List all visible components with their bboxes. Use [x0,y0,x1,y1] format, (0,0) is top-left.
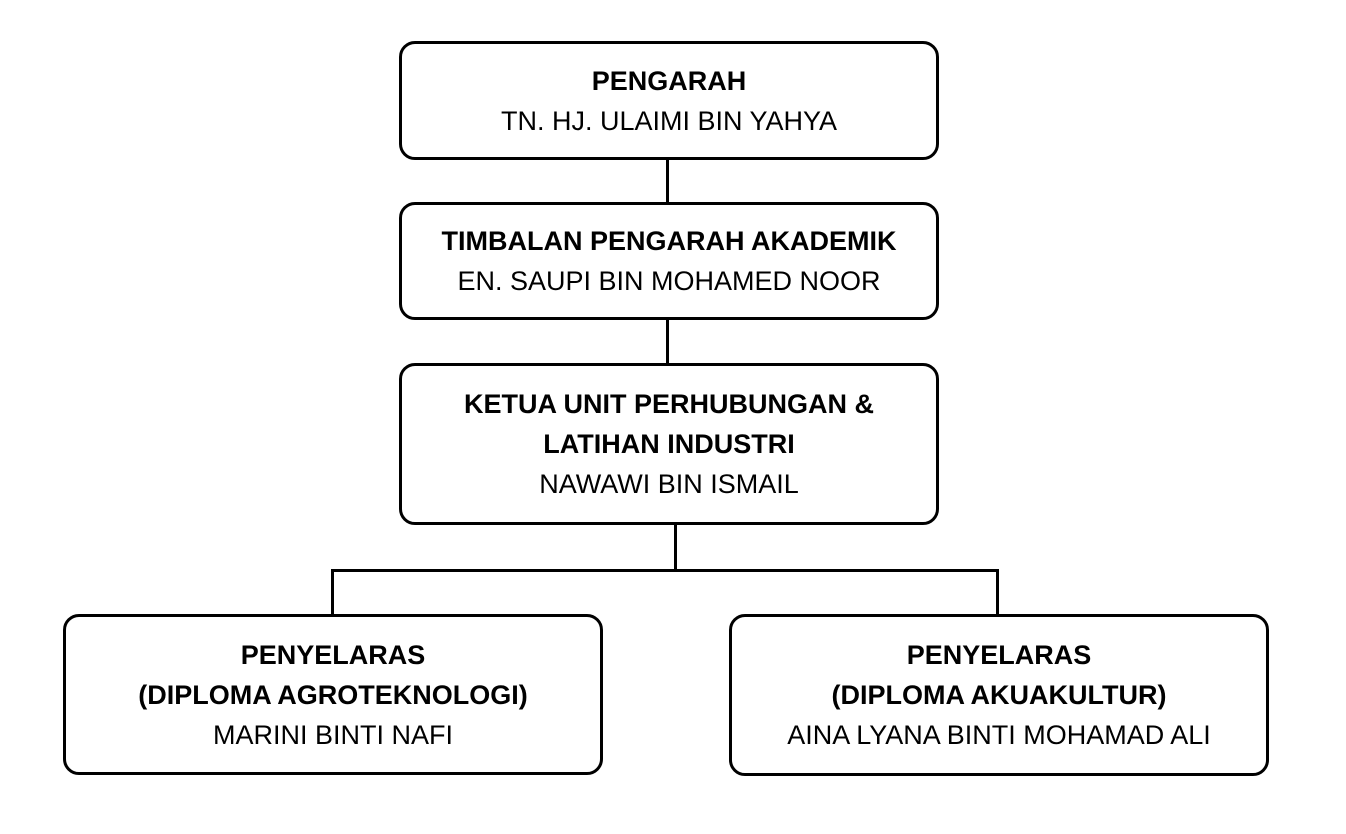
coordinator-akua-box [729,614,1269,776]
deputy-director-box [399,202,939,320]
connector-horizontal-branch [331,569,999,572]
coordinator-agro-title-line1: PENYELARAS [240,639,426,670]
coordinator-akua-name: AINA LYANA BINTI MOHAMAD ALI [787,720,1211,750]
coordinator-agro-name: MARINI BINTI NAFI [212,719,453,750]
coordinator-agro-title-line2: (DIPLOMA AGROTEKNOLOGI) [138,679,528,710]
director-box [399,41,939,160]
deputy-director-title: TIMBALAN PENGARAH AKADEMIK [441,226,897,256]
connector-to-coordinator-akua [996,569,999,616]
unit-head-box [399,363,939,525]
connector-director-deputy [666,158,669,204]
director-title: PENGARAH [591,65,747,96]
deputy-director-name: EN. SAUPI BIN MOHAMED NOOR [457,266,881,296]
unit-head-name: NAWAWI BIN ISMAIL [539,469,799,499]
coordinator-akua-title-line2: (DIPLOMA AKUAKULTUR) [831,680,1167,710]
connector-deputy-unit-head [666,318,669,365]
director-name: TN. HJ. ULAIMI BIN YAHYA [500,105,838,136]
unit-head-title-line2: LATIHAN INDUSTRI [543,429,795,459]
connector-to-coordinator-agro [331,569,334,616]
coordinator-akua-title-line1: PENYELARAS [906,640,1092,670]
unit-head-title-line1: KETUA UNIT PERHUBUNGAN & [464,389,874,419]
coordinator-agro-box [63,614,603,775]
connector-unit-head-branch [674,523,677,570]
